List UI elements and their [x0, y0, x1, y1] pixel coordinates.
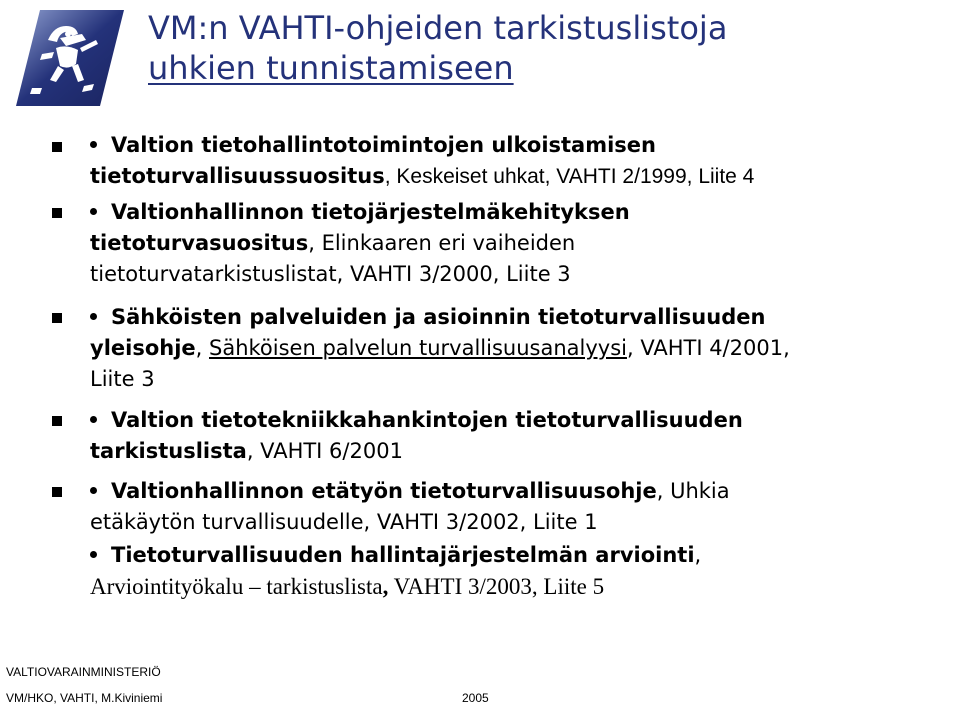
footer-year: 2005 — [462, 691, 489, 705]
bullet-dot — [90, 416, 97, 423]
list-item: Valtionhallinnon etätyön tietoturvallisuusohje, Uhkia etäkäytön turvallisuudelle, VAHTI 3/2002, Liite 1 — [90, 479, 730, 534]
bullet-dot — [90, 551, 97, 558]
square-bullet-3 — [52, 313, 62, 323]
footer-org: VALTIOVARAINMINISTERIÖ — [6, 665, 161, 679]
footer-author: VM/HKO, VAHTI, M.Kiviniemi — [6, 691, 163, 705]
list-item: Valtion tietohallintotoimintojen ulkoistamisen tietoturvallisuussuositus, Keskeiset uhkat, VAHTI 2/1999, Liite 4 — [90, 133, 755, 188]
list-item: Sähköisten palveluiden ja asioinnin tietoturvallisuuden yleisohje, Sähköisen palvelun turvallisuusanalyysi, VAHTI 4/2001, Liite 3 — [90, 305, 790, 391]
bullet-dot — [90, 487, 97, 494]
list-item: Valtion tietotekniikkahankintojen tietoturvallisuuden tarkistuslista, VAHTI 6/2001 — [90, 408, 743, 463]
bullet-dot — [90, 141, 97, 148]
title-line-2: uhkien tunnistamiseen — [148, 49, 514, 87]
list-item: Tietoturvallisuuden hallintajärjestelmän arviointi, Arviointityökalu – tarkistuslista, VAHTI 3/2003, Liite 5 — [90, 543, 702, 599]
square-bullet-1 — [52, 142, 62, 152]
finnish-lion-crest-icon — [12, 8, 126, 108]
bullet-dot — [90, 313, 97, 320]
bullet-dot — [90, 208, 97, 215]
square-bullet-4 — [52, 416, 62, 426]
page-title — [148, 8, 948, 88]
title-line-1: VM:n VAHTI-ohjeiden tarkistuslistoja — [148, 9, 728, 47]
square-bullet-2 — [52, 208, 62, 218]
list-item: Valtionhallinnon tietojärjestelmäkehityksen tietoturvasuositus, Elinkaaren eri vaiheiden tietoturvatarkistuslistat, VAHTI 3/2000, Liite 3 — [90, 200, 630, 286]
square-bullet-5 — [52, 487, 62, 497]
